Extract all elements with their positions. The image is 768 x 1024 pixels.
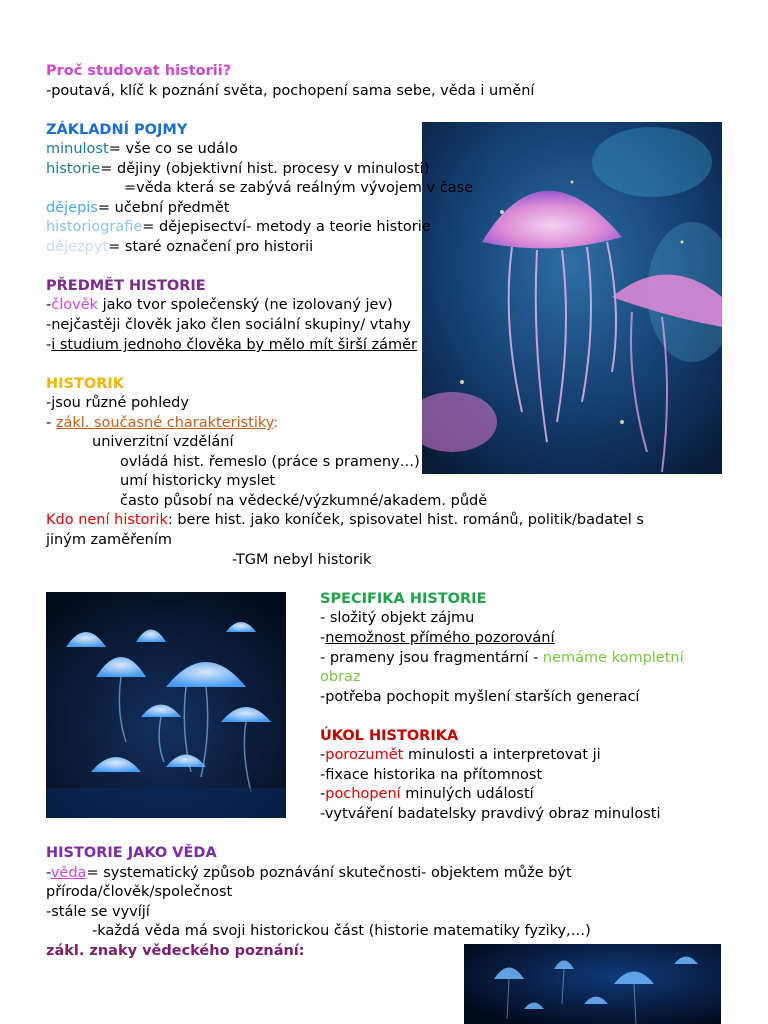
text-line: -jsou různé pohledy	[46, 395, 189, 411]
dash: -	[46, 415, 56, 431]
section-heading-subject: PŘEDMĚT HISTORIE	[46, 278, 206, 294]
section-heading-basic-terms: ZÁKLADNÍ POJMY	[46, 122, 188, 138]
term-line	[46, 160, 429, 179]
term-line	[46, 218, 431, 237]
text-line: jiným zaměřením	[46, 532, 173, 548]
term: porozumět	[325, 747, 404, 763]
text-line: -fixace historika na přítomnost	[320, 767, 543, 783]
underlined-text: zákl. současné charakteristiky	[55, 415, 274, 431]
text-line: umí historicky myslet	[120, 473, 276, 489]
text-line	[46, 864, 572, 883]
text-line: -stále se vyvíjí	[46, 904, 150, 920]
definition: = systematický způsob poznávání skutečnosti- objektem může být	[86, 865, 572, 881]
section-heading-science: HISTORIE JAKO VĚDA	[46, 845, 217, 861]
underlined-text: i studium jednoho člověka by mělo mít širší záměr	[51, 337, 417, 353]
term-line	[46, 140, 238, 159]
subheading-science-signs: zákl. znaky vědeckého poznání:	[46, 943, 305, 959]
text-line: -poutavá, klíč k poznání světa, pochopení sama sebe, věda i umění	[46, 83, 535, 99]
jellyfish-blue-glow-image	[46, 592, 286, 818]
definition: jako tvor společenský (ne izolovaný jev)	[98, 297, 393, 313]
definition: = vše co se událo	[108, 141, 238, 157]
text-line: -nejčastěji člověk jako člen sociální skupiny/ vtahy	[46, 317, 411, 333]
text-line: -potřeba pochopit myšlení starších generací	[320, 689, 640, 705]
jellyfish-pink-neon-image	[422, 122, 722, 474]
underlined-text: nemožnost přímého pozorování	[325, 630, 555, 646]
text-line	[320, 746, 601, 765]
text-line: - složitý objekt zájmu	[320, 610, 475, 626]
text-line	[320, 649, 684, 668]
definition: minulosti a interpretovat ji	[403, 747, 601, 763]
section-heading-why-study: Proč studovat historii?	[46, 63, 232, 79]
text-line: =věda která se zabývá reálným vývojem v čase	[124, 180, 474, 196]
term: pochopení	[325, 786, 401, 802]
jellyfish-dark-blue-image	[464, 944, 721, 1024]
section-heading-specifics: SPECIFIKA HISTORIE	[320, 591, 487, 607]
text-line	[46, 511, 644, 530]
term: minulost	[46, 141, 109, 157]
definition: = učební předmět	[97, 200, 230, 216]
term: věda	[50, 865, 87, 881]
text-line: univerzitní vzdělání	[92, 434, 234, 450]
colon: :	[273, 415, 279, 431]
section-heading-historian: HISTORIK	[46, 376, 124, 392]
term-line	[46, 199, 229, 218]
text-line	[320, 785, 534, 804]
term: historiografie	[46, 219, 143, 235]
text-line: -TGM nebyl historik	[232, 552, 372, 568]
term: dějezpyt	[46, 239, 109, 255]
text-line: příroda/člověk/společnost	[46, 884, 233, 900]
definition: : bere hist. jako koníček, spisovatel hist. románů, politik/badatel s	[167, 512, 644, 528]
term: dějepis	[46, 200, 98, 216]
dash: -	[320, 786, 326, 802]
definition: minulých událostí	[400, 786, 534, 802]
definition: = staré označení pro historii	[108, 239, 314, 255]
section-heading-task: ÚKOL HISTORIKA	[320, 728, 459, 744]
dash: -	[46, 297, 52, 313]
text: - prameny jsou fragmentární -	[320, 650, 543, 666]
term: člověk	[51, 297, 99, 313]
term: Kdo není historik	[46, 512, 168, 528]
dash: -	[320, 630, 326, 646]
highlight-text: obraz	[320, 669, 361, 685]
text-line: ovládá hist. řemeslo (práce s prameny…)	[120, 454, 420, 470]
text-line	[46, 296, 393, 315]
text-line: často působí na vědecké/výzkumné/akadem. půdě	[120, 493, 488, 509]
definition: = dějiny (objektivní hist. procesy v minulosti)	[100, 161, 430, 177]
text-line	[46, 414, 278, 433]
text-line: -každá věda má svoji historickou část (historie matematiky fyziky,…)	[92, 923, 591, 939]
text-line: -vytváření badatelsky pravdivý obraz minulosti	[320, 806, 661, 822]
dash: -	[46, 337, 52, 353]
text-line	[46, 336, 417, 355]
term-line	[46, 238, 313, 257]
dash: -	[46, 865, 51, 881]
term: historie	[46, 161, 101, 177]
text-line	[320, 629, 555, 648]
highlight-text: nemáme kompletní	[542, 650, 684, 666]
definition: = dějepisectví- metody a teorie historie	[142, 219, 431, 235]
dash: -	[320, 747, 326, 763]
